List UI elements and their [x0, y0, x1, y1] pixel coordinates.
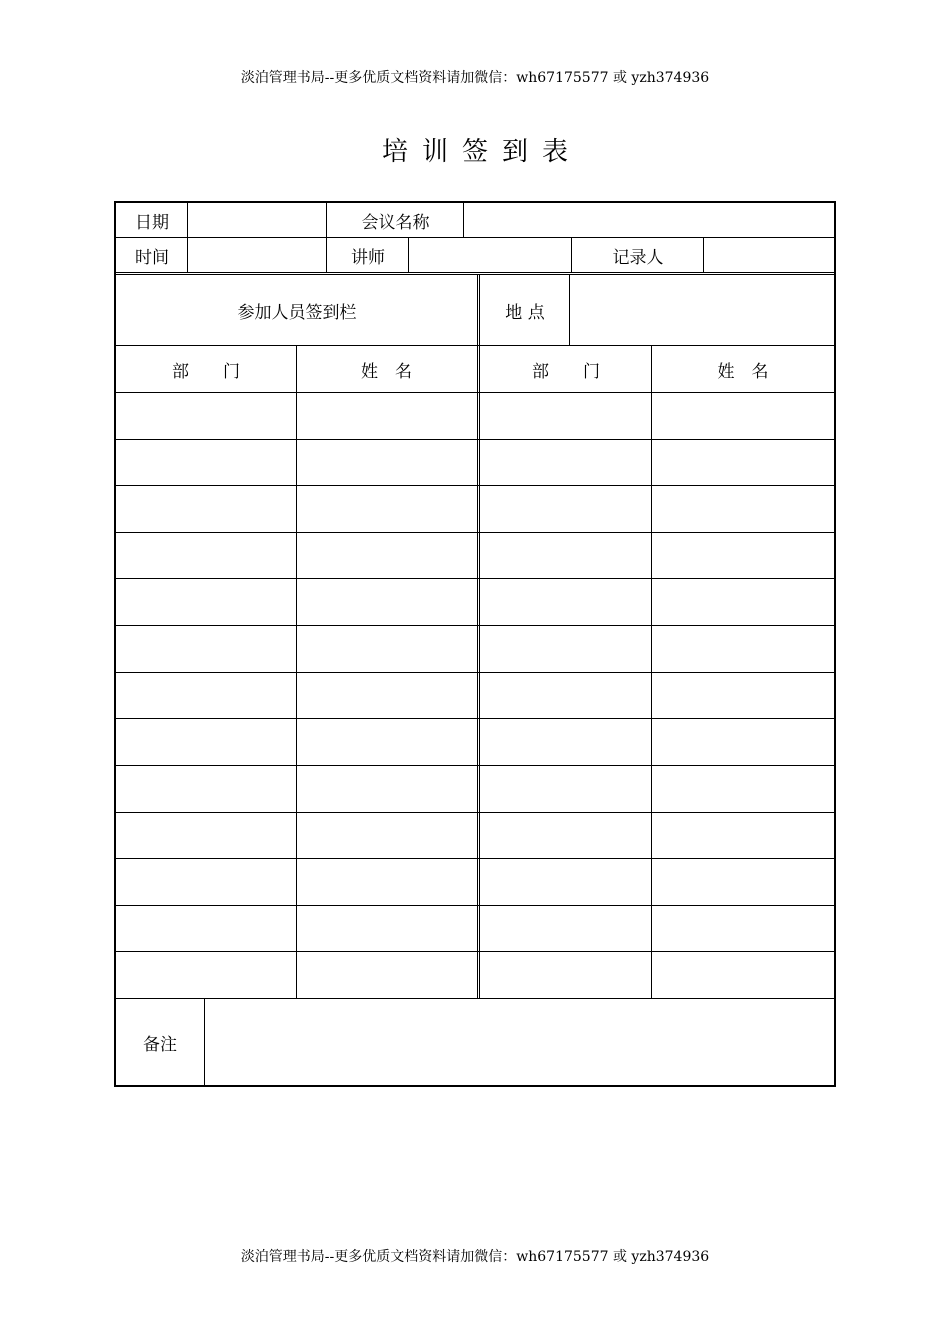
name-cell[interactable] — [652, 766, 834, 812]
department-cell[interactable] — [116, 906, 296, 952]
divider — [463, 203, 464, 237]
column-header-name: 姓 名 — [717, 361, 769, 382]
name-cell[interactable] — [652, 533, 834, 579]
department-cell[interactable] — [480, 579, 651, 625]
department-cell[interactable] — [480, 673, 651, 719]
header-watermark: 淡泊管理书局--更多优质文档资料请加微信：wh67175577 或 yzh374936 — [240, 70, 710, 86]
footer-watermark: 淡泊管理书局--更多优质文档资料请加微信：wh67175577 或 yzh374936 — [240, 1249, 710, 1265]
time-label: 时间 — [135, 247, 169, 268]
divider — [326, 203, 327, 272]
name-cell[interactable] — [297, 906, 477, 952]
lecturer-label: 讲师 — [351, 247, 385, 268]
name-cell[interactable] — [297, 533, 477, 579]
divider — [116, 345, 834, 346]
recorder-label: 记录人 — [612, 247, 664, 268]
department-cell[interactable] — [480, 813, 651, 859]
name-cell[interactable] — [297, 579, 477, 625]
page-title: 培训签到表 — [381, 137, 582, 167]
recorder-field[interactable] — [704, 238, 834, 272]
divider — [477, 275, 478, 998]
location-label: 地 点 — [505, 302, 545, 323]
lecturer-field[interactable] — [409, 238, 572, 272]
name-cell[interactable] — [297, 440, 477, 486]
meeting-name-label: 会议名称 — [361, 212, 430, 233]
column-header-name: 姓 名 — [361, 361, 412, 382]
column-header-department: 部 门 — [172, 361, 240, 382]
department-cell[interactable] — [116, 673, 296, 719]
remarks-field[interactable] — [205, 1000, 834, 1085]
department-cell[interactable] — [480, 533, 651, 579]
name-cell[interactable] — [652, 952, 834, 998]
signin-form — [114, 201, 836, 1087]
department-cell[interactable] — [116, 393, 296, 439]
name-cell[interactable] — [297, 813, 477, 859]
department-cell[interactable] — [480, 486, 651, 532]
name-cell[interactable] — [297, 766, 477, 812]
divider — [569, 275, 570, 345]
name-cell[interactable] — [652, 440, 834, 486]
department-cell[interactable] — [116, 859, 296, 905]
name-cell[interactable] — [652, 626, 834, 672]
department-cell[interactable] — [480, 626, 651, 672]
name-cell[interactable] — [652, 719, 834, 765]
department-cell[interactable] — [480, 719, 651, 765]
divider — [479, 275, 480, 998]
name-cell[interactable] — [652, 393, 834, 439]
divider — [651, 345, 652, 998]
department-cell[interactable] — [116, 533, 296, 579]
department-cell[interactable] — [116, 440, 296, 486]
department-cell[interactable] — [116, 486, 296, 532]
name-cell[interactable] — [652, 673, 834, 719]
divider — [296, 345, 297, 998]
department-cell[interactable] — [480, 393, 651, 439]
department-cell[interactable] — [480, 766, 651, 812]
name-cell[interactable] — [652, 859, 834, 905]
signin-section-label: 参加人员签到栏 — [237, 302, 357, 323]
divider — [116, 237, 834, 238]
divider — [703, 238, 704, 272]
divider — [408, 238, 409, 272]
date-label: 日期 — [135, 212, 169, 233]
divider — [116, 274, 834, 275]
location-field[interactable] — [570, 275, 834, 345]
divider — [116, 272, 834, 273]
department-cell[interactable] — [116, 952, 296, 998]
divider — [187, 203, 188, 272]
date-field[interactable] — [188, 203, 327, 237]
remarks-label: 备注 — [143, 1035, 177, 1055]
name-cell[interactable] — [297, 486, 477, 532]
department-cell[interactable] — [116, 813, 296, 859]
divider — [204, 999, 205, 1085]
name-cell[interactable] — [297, 859, 477, 905]
name-cell[interactable] — [297, 673, 477, 719]
department-cell[interactable] — [116, 766, 296, 812]
department-cell[interactable] — [480, 906, 651, 952]
meeting-name-field[interactable] — [464, 203, 834, 237]
time-field[interactable] — [188, 238, 327, 272]
department-cell[interactable] — [480, 859, 651, 905]
department-cell[interactable] — [116, 579, 296, 625]
name-cell[interactable] — [652, 813, 834, 859]
department-cell[interactable] — [116, 719, 296, 765]
name-cell[interactable] — [652, 906, 834, 952]
name-cell[interactable] — [297, 719, 477, 765]
department-cell[interactable] — [116, 626, 296, 672]
divider — [116, 998, 834, 999]
department-cell[interactable] — [480, 952, 651, 998]
name-cell[interactable] — [297, 952, 477, 998]
name-cell[interactable] — [652, 486, 834, 532]
column-header-department: 部 门 — [532, 361, 600, 382]
department-cell[interactable] — [480, 440, 651, 486]
divider — [571, 238, 572, 272]
name-cell[interactable] — [297, 626, 477, 672]
name-cell[interactable] — [652, 579, 834, 625]
name-cell[interactable] — [297, 393, 477, 439]
